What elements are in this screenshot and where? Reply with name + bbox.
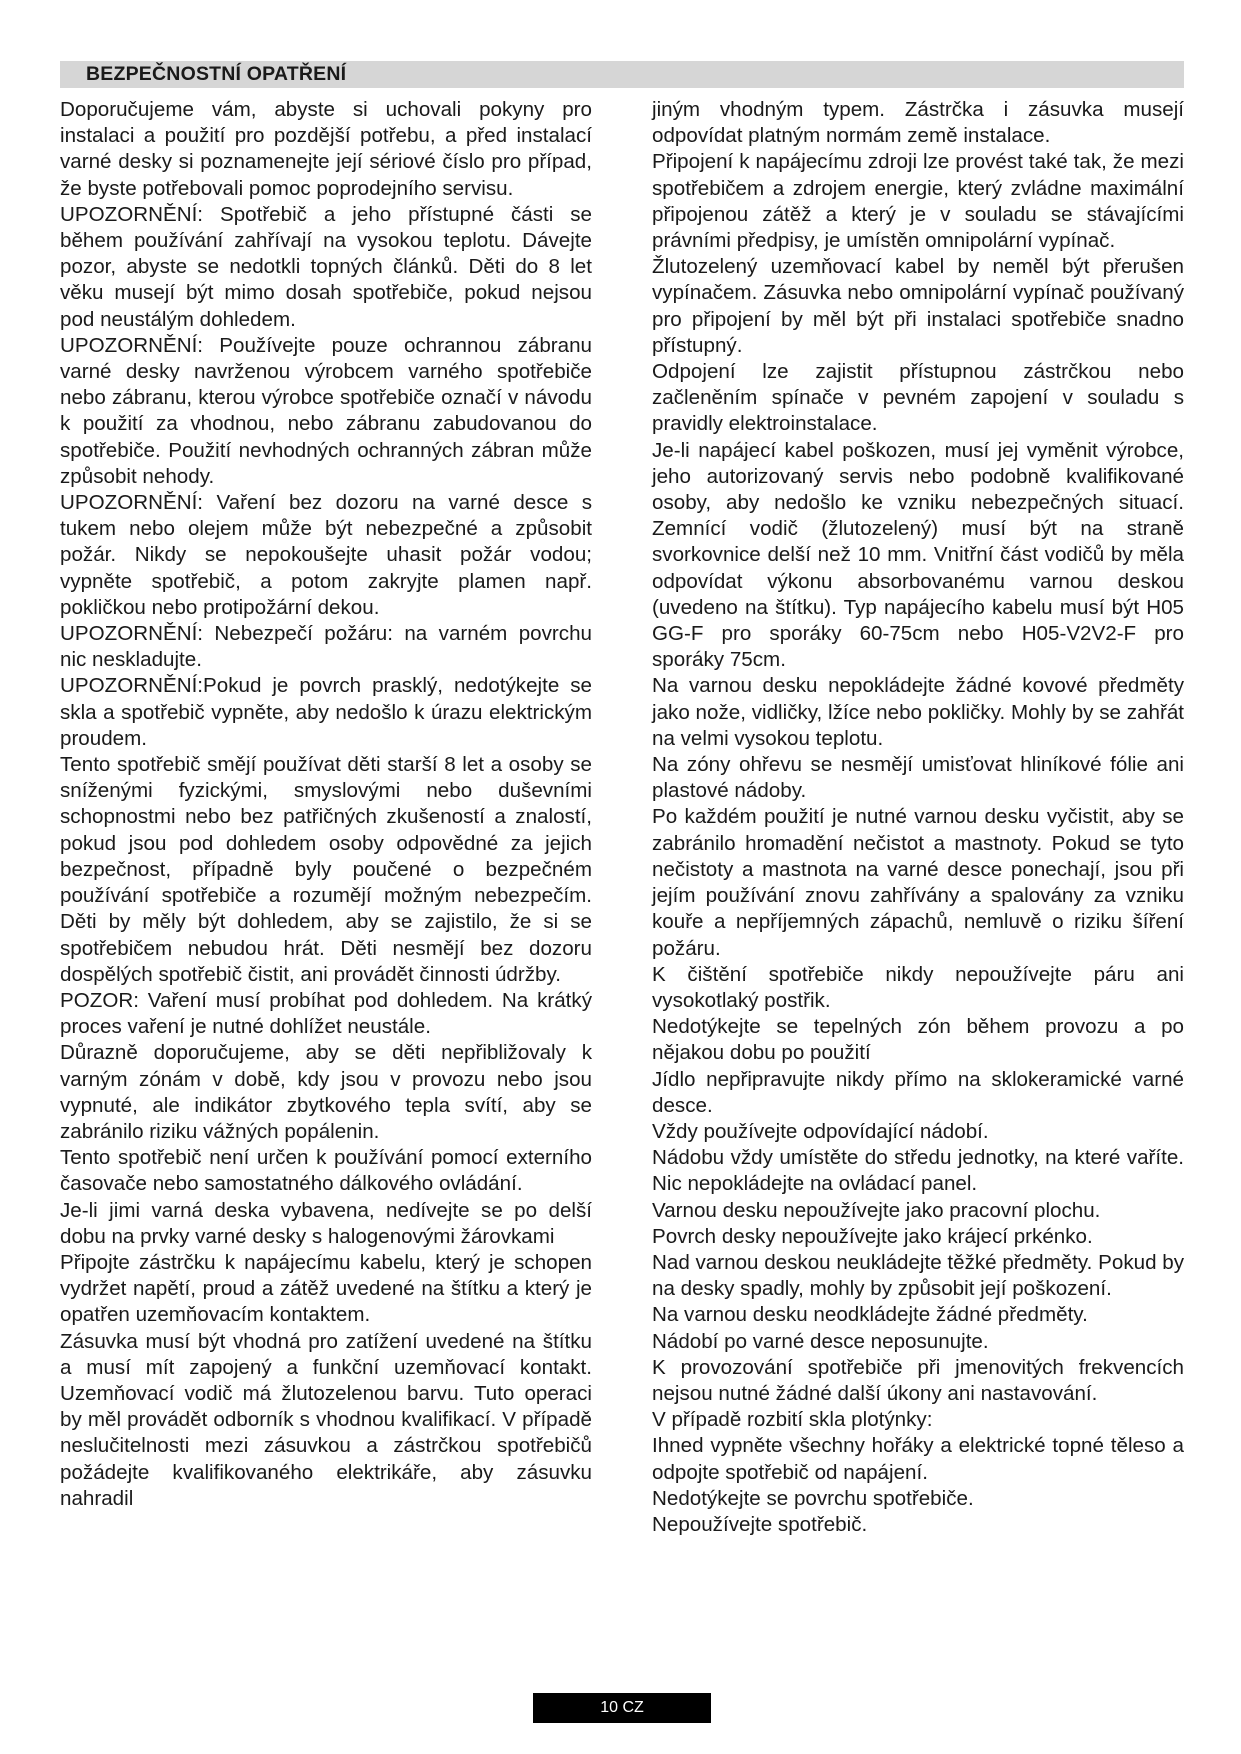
paragraph: UPOZORNĚNÍ: Spotřebič a jeho přístupné části se během používání zahřívají na vysokou teplotu. Dávejte pozor, abyste se nedotkli topných článků. Děti do 8 let věku musejí být mimo dosah spotřebiče, pokud nejsou pod neustálým dohledem.	[60, 202, 592, 331]
paragraph: Nádobu vždy umístěte do středu jednotky, na které vaříte. Nic nepokládejte na ovládací panel.	[652, 1146, 1184, 1196]
section-title: BEZPEČNOSTNÍ OPATŘENÍ	[86, 63, 347, 85]
paragraph: Ihned vypněte všechny hořáky a elektrické topné těleso a odpojte spotřebič od napájení.	[652, 1434, 1184, 1484]
paragraph: V případě rozbití skla plotýnky:	[652, 1408, 933, 1432]
paragraph: Žlutozelený uzemňovací kabel by neměl být přerušen vypínačem. Zásuvka nebo omnipolární vypínač používaný pro připojení by měl být při instalaci spotřebiče snadno přístupný.	[652, 255, 1184, 357]
paragraph: POZOR: Vaření musí probíhat pod dohledem. Na krátký proces vaření je nutné dohlížet neustále.	[60, 988, 592, 1039]
paragraph: Na zóny ohřevu se nesmějí umisťovat hliníkové fólie ani plastové nádoby.	[652, 753, 1184, 803]
paragraph: UPOZORNĚNÍ: Vaření bez dozoru na varné desce s tukem nebo olejem může být nebezpečné a způsobit požár. Nikdy se nepokoušejte uhasit požár vodou; vypněte spotřebič, a potom zakryjte plamen např. pokličkou nebo protipožární dekou.	[60, 491, 592, 619]
left-column	[60, 97, 592, 1512]
paragraph: Jídlo nepřipravujte nikdy přímo na sklokeramické varné desce.	[652, 1067, 1184, 1117]
paragraph: Připojení k napájecímu zdroji lze provést také tak, že mezi spotřebičem a zdrojem energie, který zvládne maximální připojenou zátěž a který je v souladu se stávajícími právními předpisy, je umístěn omnipolární vypínač.	[652, 150, 1184, 253]
paragraph: Je-li jimi varná deska vybavena, nedívejte se po delší dobu na prvky varné desky s halogenovými žárovkami	[60, 1198, 592, 1248]
paragraph: Na varnou desku neodkládejte žádné předměty.	[652, 1303, 1088, 1327]
paragraph: UPOZORNĚNÍ: Nebezpečí požáru: na varném povrchu nic neskladujte.	[60, 622, 592, 672]
paragraph: Povrch desky nepoužívejte jako krájecí prkénko.	[652, 1224, 1093, 1248]
section-header-bar	[60, 61, 1184, 88]
paragraph: Odpojení lze zajistit přístupnou zástrčkou nebo začleněním spínače v pevném zapojení v souladu s pravidly elektroinstalace.	[652, 360, 1184, 436]
paragraph: Je-li napájecí kabel poškozen, musí jej vyměnit výrobce, jeho autorizovaný servis nebo podobně kvalifikované osoby, aby nedošlo ke vzniku nebezpečných situací. Zemnící vodič (žlutozelený) musí být na straně svorkovnice delší než 10 mm. Vnitřní část vodičů by měla odpovídat výkonu absorbovanému varnou deskou (uvedeno na štítku). Typ napájecího kabelu musí být H05 GG-F pro sporáky 60-75cm nebo H05-V2V2-F pro sporáky 75cm.	[652, 438, 1184, 672]
paragraph: UPOZORNĚNÍ: Používejte pouze ochrannou zábranu varné desky navrženou výrobcem varného spotřebiče nebo zábranu, kterou výrobce spotřebiče označí v návodu k použití za vhodnou, nebo zábranu zabudovanou do spotřebiče. Použití nevhodných ochranných zábran může způsobit nehody.	[60, 333, 592, 488]
paragraph: Po každém použití je nutné varnou desku vyčistit, aby se zabránilo hromadění nečistot a mastnoty. Pokud se tyto nečistoty a mastnota na varné desce ponechají, jsou při jejím používání znovu zahřívány a spalovány za vzniku kouře a nepříjemných zápachů, nemluvě o riziku šíření požáru.	[652, 805, 1184, 960]
paragraph: Nad varnou deskou neukládejte těžké předměty. Pokud by na desky spadly, mohly by způsobit její poškození.	[652, 1250, 1184, 1301]
paragraph: Varnou desku nepoužívejte jako pracovní plochu.	[652, 1198, 1101, 1222]
paragraph: Na varnou desku nepokládejte žádné kovové předměty jako nože, vidličky, lžíce nebo pokličky. Mohly by se zahřát na velmi vysokou teplotu.	[652, 674, 1184, 750]
paragraph: Připojte zástrčku k napájecímu kabelu, který je schopen vydržet napětí, proud a zátěž uvedené na štítku a který je opatřen uzemňovacím kontaktem.	[60, 1250, 592, 1327]
paragraph: Nádobí po varné desce neposunujte.	[652, 1329, 989, 1353]
paragraph: Doporučujeme vám, abyste si uchovali pokyny pro instalaci a použití pro pozdější potřebu, a před instalací varné desky si poznamenejte její sériové číslo pro případ, že byste potřebovali pomoc poprodejního servisu.	[60, 98, 592, 200]
paragraph: jiným vhodným typem. Zástrčka i zásuvka musejí odpovídat platným normám země instalace.	[652, 98, 1184, 148]
paragraph: Důrazně doporučujeme, aby se děti nepřibližovaly k varným zónám v době, kdy jsou v provozu nebo jsou vypnuté, ale indikátor zbytkového tepla svítí, aby se zabránilo riziku vážných popálenin.	[60, 1041, 592, 1143]
paragraph: Nepoužívejte spotřebič.	[652, 1512, 868, 1536]
paragraph: Tento spotřebič smějí používat děti starší 8 let a osoby se sníženými fyzickými, smyslovými nebo duševními schopnostmi nebo bez patřičných zkušeností a znalostí, pokud jsou pod dohledem osoby odpovědné za jejich bezpečnost, případně byly poučené o bezpečném používání spotřebiče a rozumějí možným nebezpečím. Děti by měly být dohledem, aby se zajistilo, že si se spotřebičem nebudou hrát. Děti nesmějí bez dozoru dospělých spotřebič čistit, ani provádět činnosti údržby.	[60, 753, 592, 986]
paragraph: UPOZORNĚNÍ:Pokud je povrch prasklý, nedotýkejte se skla a spotřebič vypněte, aby nedošlo k úrazu elektrickým proudem.	[60, 674, 592, 750]
paragraph: Vždy používejte odpovídající nádobí.	[652, 1119, 989, 1143]
paragraph: K provozování spotřebiče při jmenovitých frekvencích nejsou nutné žádné další úkony ani nastavování.	[652, 1355, 1184, 1405]
right-column	[652, 97, 1184, 1538]
paragraph: Zásuvka musí být vhodná pro zatížení uvedené na štítku a musí mít zapojený a funkční uzemňovací kontakt. Uzemňovací vodič má žlutozelenou barvu. Tuto operaci by měl provádět odborník s vhodnou kvalifikací. V případě neslučitelnosti mezi zásuvkou a zástrčkou spotřebičů požádejte kvalifikovaného elektrikáře, aby zásuvku nahradil	[60, 1329, 592, 1510]
paragraph: Tento spotřebič není určen k používání pomocí externího časovače nebo samostatného dálkového ovládání.	[60, 1146, 592, 1196]
page-number-badge: 10 CZ	[533, 1693, 711, 1723]
paragraph: Nedotýkejte se tepelných zón během provozu a po nějakou dobu po použití	[652, 1015, 1184, 1065]
paragraph: K čištění spotřebiče nikdy nepoužívejte páru ani vysokotlaký postřik.	[652, 962, 1184, 1012]
paragraph: Nedotýkejte se povrchu spotřebiče.	[652, 1486, 974, 1510]
